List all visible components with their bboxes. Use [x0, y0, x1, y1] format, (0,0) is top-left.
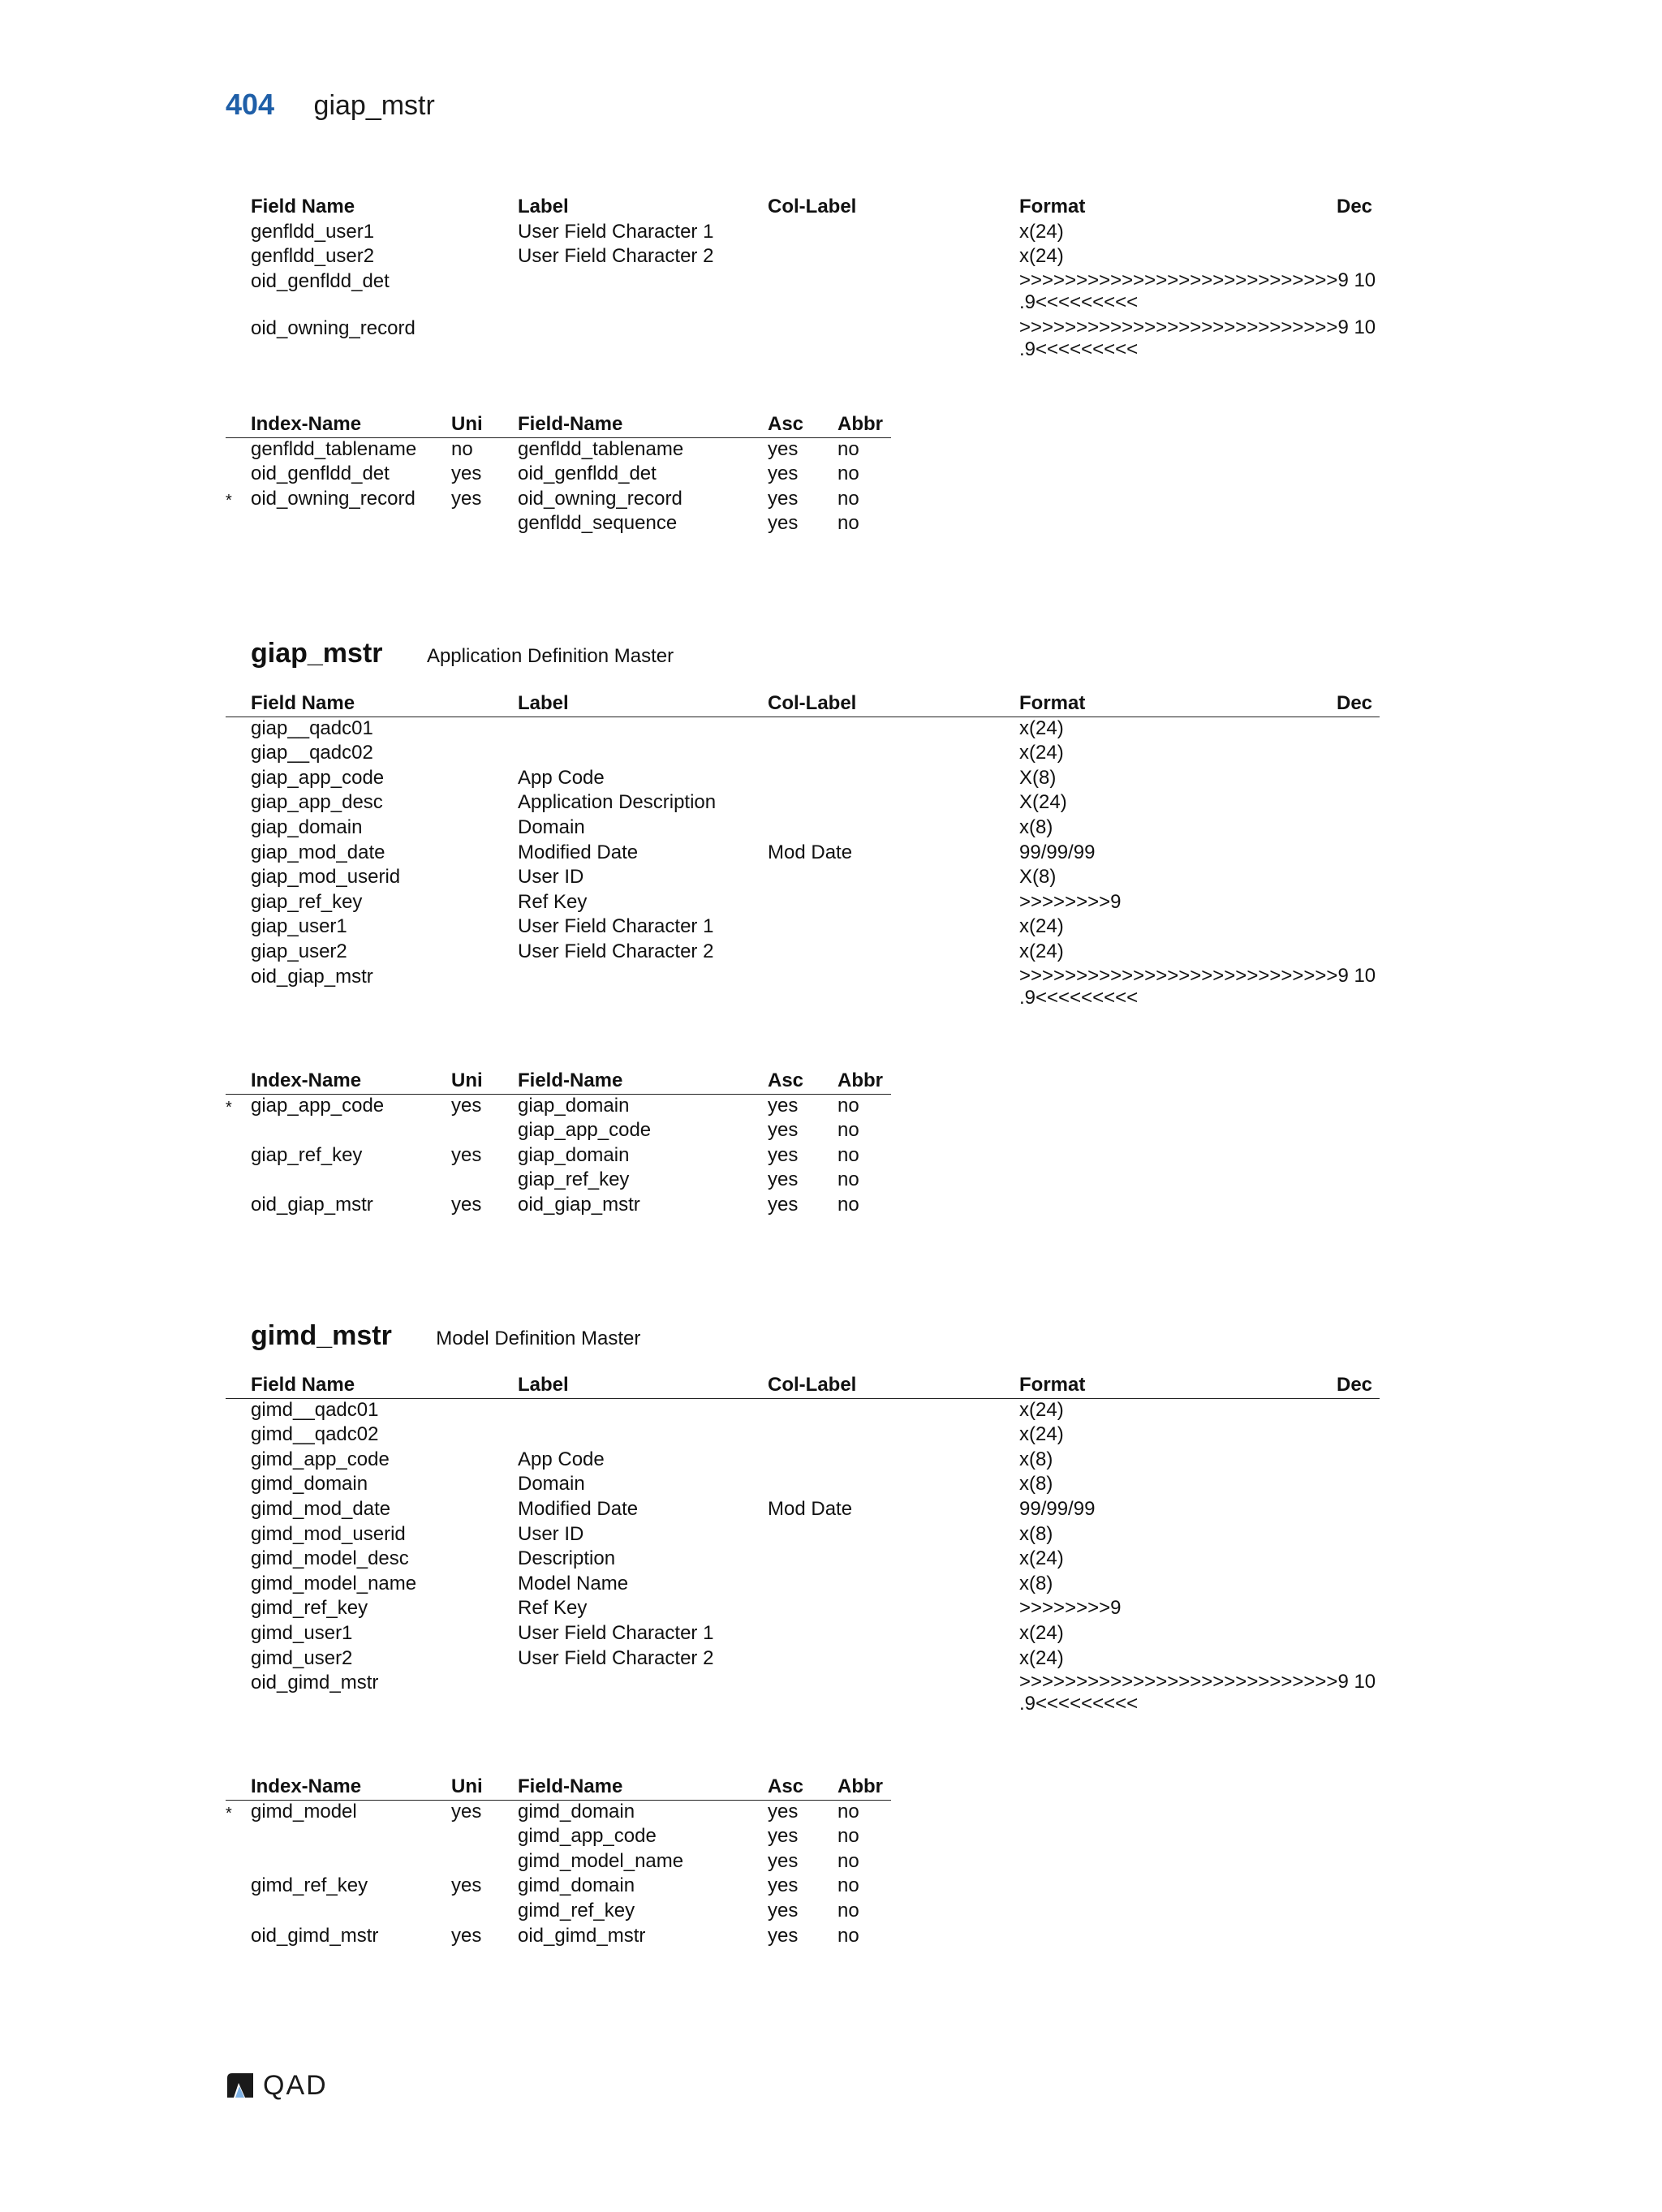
table-row [226, 487, 891, 512]
header-dec: Dec [1337, 196, 1373, 217]
field-format: >>>>>>>>>>>>>>>>>>>>>>>>>>>>9 10 .9<<<<<<<<< [1019, 269, 1376, 313]
index-field-name: oid_gimd_mstr [518, 1924, 646, 1947]
field-name: oid_gimd_mstr [251, 1672, 379, 1694]
field-format: >>>>>>>>>>>>>>>>>>>>>>>>>>>>9 10 .9<<<<<<<<< [1019, 964, 1376, 1009]
header-field-name: Field-Name [518, 413, 623, 435]
index-name: oid_giap_mstr [251, 1193, 373, 1216]
primary-index-marker: * [226, 1098, 232, 1117]
field-format: x(8) [1019, 1572, 1053, 1594]
table-row [226, 269, 1380, 316]
index-ascending: yes [768, 1143, 799, 1166]
index-name: giap_app_code [251, 1094, 385, 1117]
table-row [226, 1497, 1380, 1522]
table-row [226, 965, 1380, 1012]
field-name: gimd_model_name [251, 1572, 417, 1594]
primary-index-marker: * [226, 491, 232, 510]
field-format: 99/99/99 [1019, 841, 1096, 863]
field-name: genfldd_user2 [251, 245, 375, 268]
field-format: X(8) [1019, 766, 1057, 789]
index-ascending: yes [768, 487, 799, 510]
header-field-name: Field Name [251, 196, 355, 217]
field-col-label: Mod Date [768, 841, 853, 863]
index-unique: yes [451, 463, 482, 485]
table-row [226, 1572, 1380, 1597]
field-name: oid_genfldd_det [251, 269, 390, 292]
page-header [226, 88, 435, 122]
table-row [226, 790, 1380, 816]
field-format: 99/99/99 [1019, 1497, 1096, 1520]
field-label: Domain [518, 1473, 585, 1495]
header-index-name: Index-Name [251, 1775, 362, 1797]
field-format: >>>>>>>>9 [1019, 1597, 1122, 1620]
table-row [226, 717, 1380, 742]
field-label: App Code [518, 1448, 605, 1470]
table-row [226, 890, 1380, 915]
index-field-name: gimd_ref_key [518, 1899, 635, 1922]
index-unique: no [451, 437, 473, 460]
index-field-name: giap_domain [518, 1143, 630, 1166]
index-unique: yes [451, 1094, 482, 1117]
header-format: Format [1019, 1374, 1086, 1396]
field-format: x(24) [1019, 1646, 1064, 1669]
index-field-name: oid_giap_mstr [518, 1193, 640, 1216]
field-name: giap__qadc01 [251, 717, 373, 739]
header-col-label: Col-Label [768, 692, 857, 714]
field-col-label: Mod Date [768, 1497, 853, 1520]
field-format: >>>>>>>>9 [1019, 890, 1122, 913]
index-field-name: gimd_domain [518, 1874, 635, 1897]
index-ascending: yes [768, 1094, 799, 1117]
index-table-header [226, 412, 891, 437]
field-name: oid_giap_mstr [251, 965, 373, 988]
field-label: User Field Character 2 [518, 245, 714, 268]
field-format: x(24) [1019, 1621, 1064, 1644]
table-row [226, 865, 1380, 890]
field-name: genfldd_user1 [251, 220, 375, 243]
header-uni: Uni [451, 413, 483, 435]
index-table-header [226, 1069, 891, 1094]
index-unique: yes [451, 1193, 482, 1216]
index-field-name: gimd_app_code [518, 1825, 657, 1848]
qad-logo-icon [226, 2072, 255, 2099]
table-row [226, 1398, 1380, 1423]
field-table-header [226, 1373, 1380, 1398]
table-row [226, 1621, 1380, 1646]
table-row [226, 841, 1380, 866]
field-label: Application Description [518, 791, 717, 814]
table-row [226, 1899, 891, 1924]
index-field-name: gimd_domain [518, 1800, 635, 1823]
field-name: gimd__qadc02 [251, 1423, 379, 1446]
table-row [226, 1824, 891, 1849]
table-row [226, 1193, 891, 1218]
table-row [226, 316, 1380, 364]
index-table-genfldd [226, 412, 891, 536]
logo-text: QAD [263, 2069, 328, 2101]
table-row [226, 766, 1380, 791]
field-table-header [226, 195, 1380, 220]
table-row [226, 1522, 1380, 1547]
header-dec: Dec [1337, 692, 1373, 714]
index-name: giap_ref_key [251, 1143, 363, 1166]
field-format: x(24) [1019, 742, 1064, 764]
index-unique: yes [451, 487, 482, 510]
index-ascending: yes [768, 1168, 799, 1191]
header-field-name: Field Name [251, 1374, 355, 1396]
table-row [226, 1596, 1380, 1621]
field-label: Description [518, 1547, 616, 1570]
field-label: Domain [518, 816, 585, 838]
table-description: Model Definition Master [436, 1328, 641, 1349]
header-label: Label [518, 196, 569, 217]
field-name: oid_owning_record [251, 316, 416, 339]
field-format: x(8) [1019, 1473, 1053, 1495]
table-row [226, 511, 891, 536]
field-label: App Code [518, 766, 605, 789]
index-abbreviated: no [837, 1193, 859, 1216]
table-description: Application Definition Master [426, 645, 674, 667]
header-uni: Uni [451, 1775, 483, 1797]
field-label: User Field Character 2 [518, 1646, 714, 1669]
field-name: gimd_ref_key [251, 1597, 368, 1620]
field-label: Model Name [518, 1572, 629, 1594]
index-abbreviated: no [837, 1924, 859, 1947]
field-format: x(24) [1019, 245, 1064, 268]
index-name: genfldd_tablename [251, 437, 417, 460]
index-abbreviated: no [837, 487, 859, 510]
field-format: x(8) [1019, 1448, 1053, 1470]
header-dec: Dec [1337, 1374, 1373, 1396]
index-abbreviated: no [837, 1119, 859, 1142]
index-name: oid_genfldd_det [251, 463, 390, 485]
field-name: giap_ref_key [251, 890, 363, 913]
header-abbr: Abbr [837, 1775, 883, 1797]
field-name: giap_app_code [251, 766, 385, 789]
header-abbr: Abbr [837, 413, 883, 435]
index-table-header [226, 1775, 891, 1800]
index-abbreviated: no [837, 1899, 859, 1922]
field-name: gimd_app_code [251, 1448, 390, 1470]
index-name: gimd_model [251, 1800, 357, 1823]
field-label: User ID [518, 866, 584, 889]
field-table-header [226, 691, 1380, 717]
header-asc: Asc [768, 1775, 804, 1797]
table-row [226, 741, 1380, 766]
field-format: x(24) [1019, 940, 1064, 962]
field-label: User Field Character 1 [518, 220, 714, 243]
index-abbreviated: no [837, 1143, 859, 1166]
table-row [226, 1646, 1380, 1672]
table-row [226, 1422, 1380, 1448]
header-abbr: Abbr [837, 1069, 883, 1091]
table-row [226, 1849, 891, 1874]
index-abbreviated: no [837, 1094, 859, 1117]
index-ascending: yes [768, 463, 799, 485]
field-format: x(24) [1019, 1398, 1064, 1421]
field-format: x(8) [1019, 1522, 1053, 1545]
table-row [226, 1671, 1380, 1718]
header-col-label: Col-Label [768, 196, 857, 217]
qad-logo [226, 2071, 328, 2100]
field-label: User ID [518, 1522, 584, 1545]
field-name: giap__qadc02 [251, 742, 373, 764]
index-ascending: yes [768, 1119, 799, 1142]
field-format: x(24) [1019, 915, 1064, 938]
index-ascending: yes [768, 437, 799, 460]
field-name: giap_user1 [251, 915, 347, 938]
index-ascending: yes [768, 1874, 799, 1897]
index-abbreviated: no [837, 1825, 859, 1848]
table-row [226, 1472, 1380, 1497]
field-name: giap_mod_userid [251, 866, 401, 889]
field-format: x(24) [1019, 717, 1064, 739]
header-index-name: Index-Name [251, 413, 362, 435]
table-row [226, 1118, 891, 1143]
header-label: Label [518, 1374, 569, 1396]
index-ascending: yes [768, 1193, 799, 1216]
field-format: >>>>>>>>>>>>>>>>>>>>>>>>>>>>9 10 .9<<<<<<<<< [1019, 1671, 1376, 1715]
field-label: Modified Date [518, 1497, 639, 1520]
field-name: gimd_domain [251, 1473, 368, 1495]
table-row [226, 462, 891, 487]
section-heading-gimd [251, 1320, 640, 1352]
page-title: giap_mstr [313, 90, 435, 121]
index-field-name: giap_app_code [518, 1119, 652, 1142]
field-format: X(8) [1019, 866, 1057, 889]
index-abbreviated: no [837, 512, 859, 535]
header-field-name: Field-Name [518, 1069, 623, 1091]
index-unique: yes [451, 1800, 482, 1823]
index-field-name: giap_domain [518, 1094, 630, 1117]
header-asc: Asc [768, 413, 804, 435]
index-name: gimd_ref_key [251, 1874, 368, 1897]
header-format: Format [1019, 692, 1086, 714]
field-table-giap [226, 691, 1380, 1012]
table-row [226, 437, 891, 463]
table-row [226, 1800, 891, 1825]
header-uni: Uni [451, 1069, 483, 1091]
index-ascending: yes [768, 512, 799, 535]
table-row [226, 914, 1380, 940]
table-row [226, 1448, 1380, 1473]
section-heading-giap [251, 638, 674, 669]
field-label: Ref Key [518, 890, 588, 913]
page-number: 404 [226, 88, 275, 121]
field-format: x(24) [1019, 1423, 1064, 1446]
field-label: Ref Key [518, 1597, 588, 1620]
table-row [226, 244, 1380, 269]
table-row [226, 816, 1380, 841]
index-field-name: giap_ref_key [518, 1168, 630, 1191]
primary-index-marker: * [226, 1804, 232, 1823]
header-label: Label [518, 692, 569, 714]
index-field-name: gimd_model_name [518, 1849, 684, 1872]
field-table-gimd [226, 1373, 1380, 1718]
table-name: gimd_mstr [251, 1320, 392, 1351]
index-abbreviated: no [837, 1168, 859, 1191]
field-format: x(24) [1019, 220, 1064, 243]
field-name: gimd__qadc01 [251, 1398, 379, 1421]
table-row [226, 1094, 891, 1119]
field-name: gimd_model_desc [251, 1547, 409, 1570]
table-row [226, 220, 1380, 245]
field-name: gimd_mod_date [251, 1497, 391, 1520]
table-name: giap_mstr [251, 638, 383, 669]
index-table-gimd [226, 1775, 891, 1948]
table-row [226, 1874, 891, 1899]
field-name: gimd_user1 [251, 1621, 353, 1644]
field-name: giap_app_desc [251, 791, 383, 814]
field-format: X(24) [1019, 791, 1067, 814]
field-name: gimd_mod_userid [251, 1522, 406, 1545]
field-format: x(8) [1019, 816, 1053, 838]
index-ascending: yes [768, 1924, 799, 1947]
header-index-name: Index-Name [251, 1069, 362, 1091]
index-table-giap [226, 1069, 891, 1218]
index-field-name: oid_genfldd_det [518, 463, 657, 485]
header-format: Format [1019, 196, 1086, 217]
table-row [226, 1547, 1380, 1572]
index-ascending: yes [768, 1800, 799, 1823]
field-label: Modified Date [518, 841, 639, 863]
index-ascending: yes [768, 1899, 799, 1922]
index-field-name: oid_owning_record [518, 487, 682, 510]
index-ascending: yes [768, 1825, 799, 1848]
index-abbreviated: no [837, 1849, 859, 1872]
field-format: >>>>>>>>>>>>>>>>>>>>>>>>>>>>9 10 .9<<<<<<<<< [1019, 316, 1376, 360]
field-label: User Field Character 1 [518, 915, 714, 938]
index-field-name: genfldd_sequence [518, 512, 678, 535]
header-col-label: Col-Label [768, 1374, 857, 1396]
table-row [226, 1924, 891, 1949]
header-field-name: Field-Name [518, 1775, 623, 1797]
table-row [226, 1168, 891, 1193]
index-abbreviated: no [837, 437, 859, 460]
index-abbreviated: no [837, 1874, 859, 1897]
table-row [226, 940, 1380, 965]
index-ascending: yes [768, 1849, 799, 1872]
index-field-name: genfldd_tablename [518, 437, 684, 460]
header-field-name: Field Name [251, 692, 355, 714]
index-unique: yes [451, 1924, 482, 1947]
field-label: User Field Character 2 [518, 940, 714, 962]
field-label: User Field Character 1 [518, 1621, 714, 1644]
field-name: giap_domain [251, 816, 363, 838]
index-abbreviated: no [837, 463, 859, 485]
table-row [226, 1143, 891, 1168]
index-name: oid_gimd_mstr [251, 1924, 379, 1947]
field-name: giap_mod_date [251, 841, 385, 863]
index-unique: yes [451, 1143, 482, 1166]
field-table-genfldd [226, 195, 1380, 364]
index-unique: yes [451, 1874, 482, 1897]
header-asc: Asc [768, 1069, 804, 1091]
index-name: oid_owning_record [251, 487, 416, 510]
field-name: gimd_user2 [251, 1646, 353, 1669]
field-name: giap_user2 [251, 940, 347, 962]
index-abbreviated: no [837, 1800, 859, 1823]
field-format: x(24) [1019, 1547, 1064, 1570]
